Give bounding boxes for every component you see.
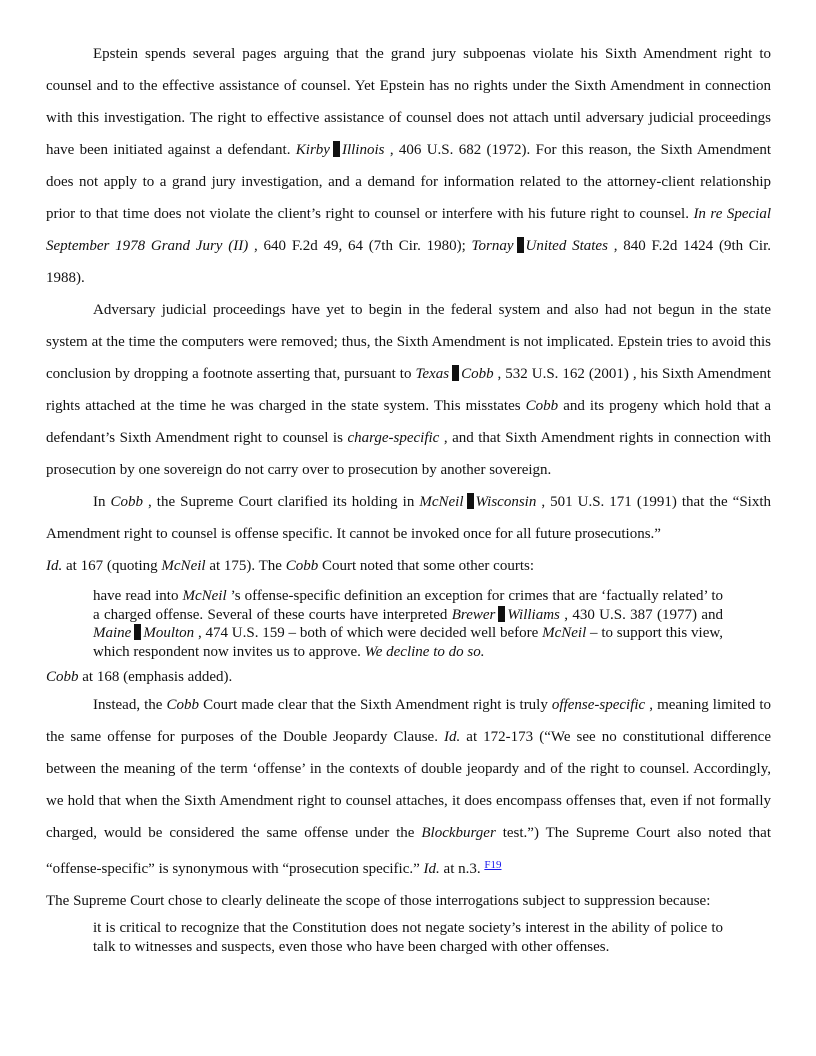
redaction-mark bbox=[452, 365, 459, 381]
document-page bbox=[46, 38, 771, 960]
case-name: Moulton bbox=[143, 625, 195, 641]
case-name: Cobb bbox=[46, 669, 79, 685]
emphasis-text: We decline to do so. bbox=[364, 643, 485, 660]
redaction-mark bbox=[467, 493, 474, 509]
redaction-mark bbox=[517, 237, 524, 253]
case-name: Cobb bbox=[285, 558, 319, 574]
emphasis-text: charge-specific bbox=[347, 430, 440, 446]
emphasis-text: offense-specific bbox=[551, 697, 646, 713]
case-name: Kirby bbox=[295, 142, 330, 158]
case-name: Cobb bbox=[166, 697, 200, 713]
redaction-mark bbox=[134, 624, 141, 640]
redaction-mark bbox=[498, 606, 505, 622]
case-name: Brewer bbox=[451, 606, 496, 623]
block-quote-interrogation: it is critical to recognize that the Constitution does not negate society’s interest in the ability of police to talk to witnesses and suspects, even those who have been charged with other offenses. bbox=[93, 920, 723, 955]
case-name: Cobb bbox=[525, 398, 559, 414]
case-name: Wisconsin bbox=[475, 494, 537, 510]
footnote-link[interactable]: F19 bbox=[484, 859, 502, 871]
redaction-mark bbox=[333, 141, 340, 157]
case-name: Blockburger bbox=[421, 825, 496, 841]
block-quote-cobb: have read into McNeil ’s offense-specific definition an exception for crimes that are ‘factually related’ to a charged offense. Several of these courts have interpreted Brewer Williams , 430 U.S. 387 (1977) and Maine Moulton , 474 U.S. 159 – both of which were decided well before McNeil – to support this view, which respondent now invites us to approve. We decline to do so. bbox=[93, 588, 723, 660]
case-name: United States bbox=[525, 238, 608, 254]
paragraph-sixth-amendment: Epstein spends several pages arguing that the grand jury subpoenas violate his Sixth Amendment right to counsel and to the effective assistance of counsel. Yet Epstein has no rights under the Sixth Amendment in connection with this investigation. The right to effective assistance of counsel does not attach until adversary judicial proceedings have been initiated against a defendant. Kirby Illinois , 406 U.S. 682 (1972). For this reason, the Sixth Amendment does not apply to a grand jury investigation, and a demand for information related to the attorney-client relationship prior to that time does not violate the client’s right to counsel or interfere with his future right to counsel. In re Special September 1978 Grand Jury (II) , 640 F.2d 49, 64 (7th Cir. 1980); Tornay United States , 840 F.2d 1424 (9th Cir. 1988). bbox=[46, 46, 771, 286]
citation-line: Cobb at 168 (emphasis added). bbox=[46, 669, 233, 685]
case-name: Tornay bbox=[471, 238, 514, 254]
case-name: McNeil bbox=[161, 558, 206, 574]
case-name: Illinois bbox=[341, 142, 385, 158]
paragraph-offense-specific: Instead, the Cobb Court made clear that the Sixth Amendment right is truly offense-specific , meaning limited to the same offense for purposes of the Double Jeopardy Clause. Id. at 172-173 (“We see no constitutional difference between the meaning of the term ‘offense’ in the contexts of double jeopardy and of the right to counsel. Accordingly, we hold that when the Sixth Amendment right to counsel attaches, it does encompass offenses that, even if not formally charged, would be considered the same offense under the Blockburger test.”) The Supreme Court also noted that “offense-specific” is synonymous with “prosecution specific.” Id. at n.3. $^{F19}$ bbox=[46, 697, 772, 877]
case-name: McNeil bbox=[182, 588, 227, 604]
case-name: In re Special September 1978 Grand Jury (II) bbox=[46, 206, 771, 254]
case-name: Texas bbox=[415, 366, 450, 382]
paragraph-adversary-proceedings: Adversary judicial proceedings have yet to begin in the federal system and also had not begun in the state system at the time the computers were removed; thus, the Sixth Amendment is not implicated. Epstein tries to avoid this conclusion by dropping a footnote asserting that, pursuant to Texas Cobb , 532 U.S. 162 (2001) , his Sixth Amendment rights attached at the time he was charged in the state system. This misstates Cobb and its progeny which hold that a defendant’s Sixth Amendment right to counsel is charge-specific , and that Sixth Amendment rights in connection with prosecution by one sovereign do not carry over to prosecution by another sovereign. bbox=[46, 302, 772, 478]
paragraph-delineate: The Supreme Court chose to clearly delineate the scope of those interrogations subject to suppression because: bbox=[46, 893, 711, 909]
citation-line: Id. at 167 (quoting McNeil at 175). The Cobb Court noted that some other courts: bbox=[46, 558, 534, 574]
case-name: Maine bbox=[93, 625, 132, 641]
case-name: Cobb bbox=[110, 494, 144, 510]
case-name: McNeil bbox=[419, 494, 464, 510]
case-name: McNeil bbox=[542, 625, 587, 641]
case-name: Cobb bbox=[461, 366, 494, 382]
paragraph-cobb-holding: In Cobb , the Supreme Court clarified its holding in McNeil Wisconsin , 501 U.S. 171 (1991) that the “Sixth Amendment right to counsel is offense specific. It cannot be invoked once for all future prosecutions.” bbox=[46, 494, 771, 542]
case-name: Williams bbox=[507, 606, 560, 623]
